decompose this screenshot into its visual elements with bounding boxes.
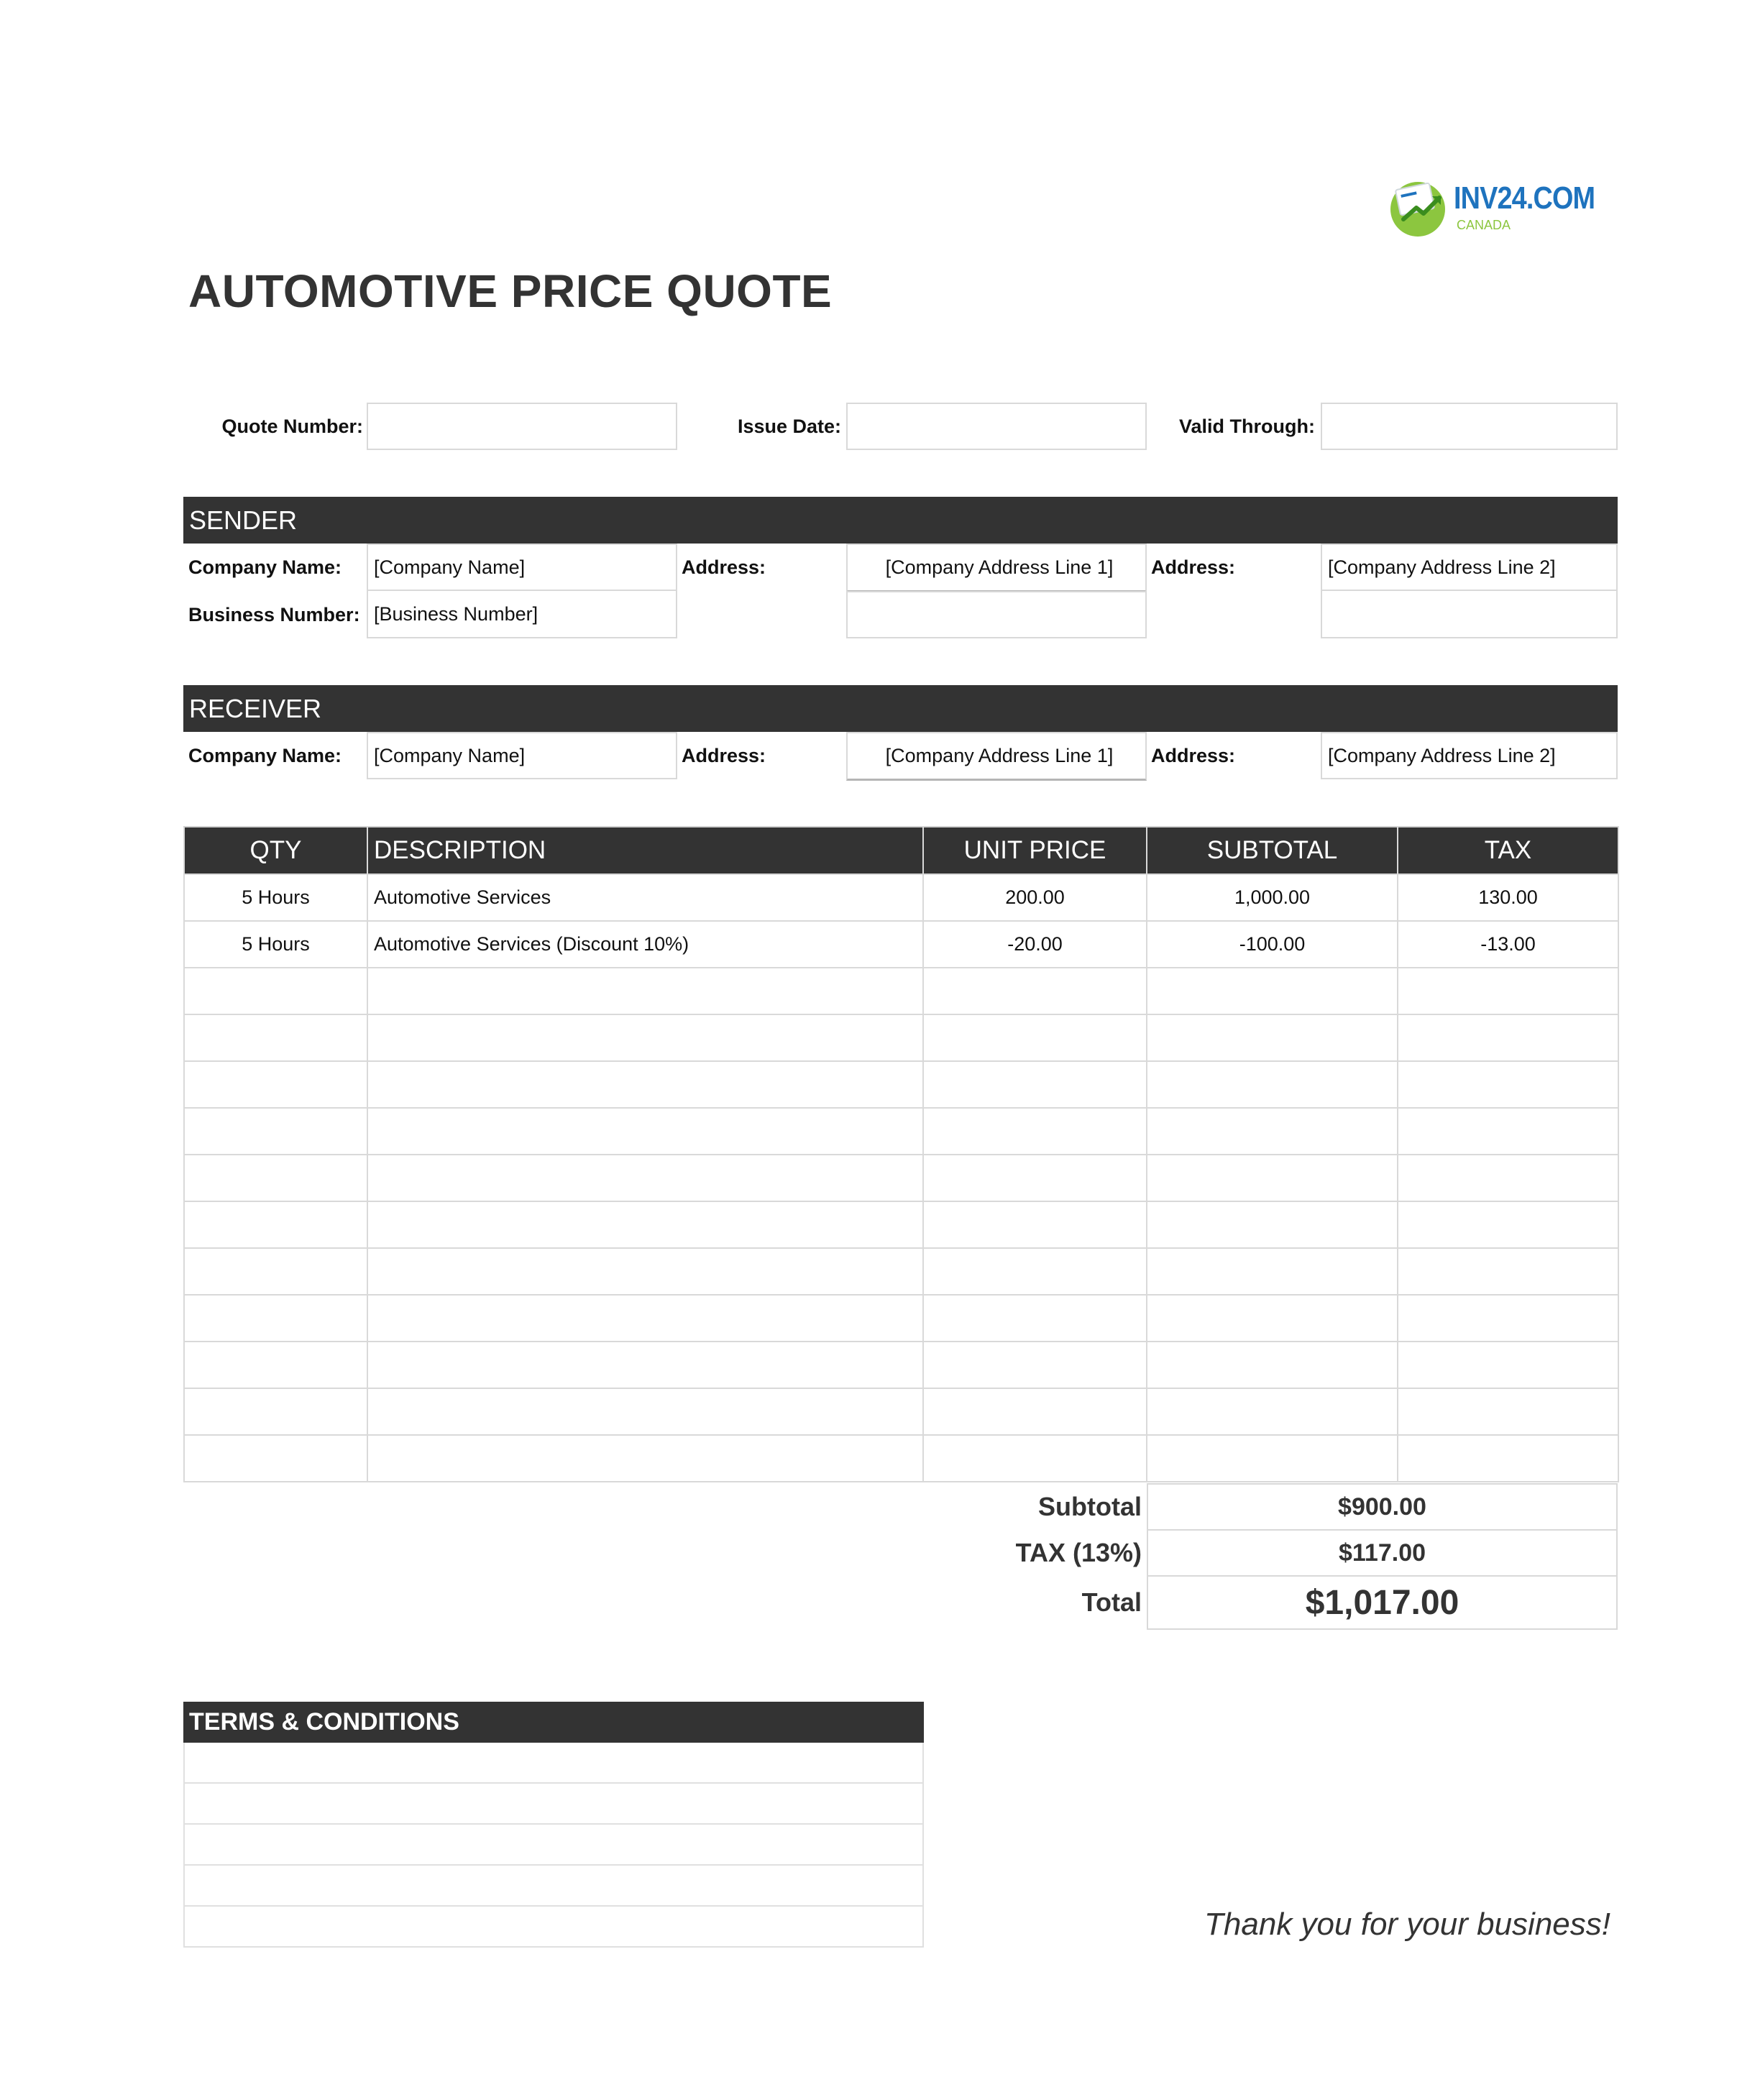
sender-address1-label: Address:: [682, 556, 766, 578]
page-title: AUTOMOTIVE PRICE QUOTE: [188, 265, 833, 317]
unit-price-cell[interactable]: [923, 1108, 1147, 1155]
receiver-address2-field[interactable]: [Company Address Line 2]: [1321, 732, 1618, 779]
description-cell[interactable]: [367, 1435, 923, 1482]
description-cell[interactable]: [367, 1388, 923, 1435]
tax-cell[interactable]: 130.00: [1398, 874, 1618, 921]
receiver-company-label: Company Name:: [188, 744, 342, 766]
subtotal-cell[interactable]: [1147, 1295, 1398, 1342]
logo-brand: INV24.COM: [1454, 180, 1595, 216]
qty-header: QTY: [184, 827, 367, 874]
description-cell[interactable]: [367, 1014, 923, 1061]
quote-number-label: Quote Number:: [221, 415, 363, 437]
total-label: Total: [1081, 1587, 1142, 1617]
description-cell[interactable]: [367, 1155, 923, 1201]
table-row: [184, 968, 1618, 1014]
description-cell[interactable]: [367, 1248, 923, 1295]
qty-cell[interactable]: [184, 1014, 367, 1061]
qty-cell[interactable]: [184, 1155, 367, 1201]
qty-cell[interactable]: [184, 1342, 367, 1388]
tax-cell[interactable]: [1398, 1201, 1618, 1248]
quote-number-field[interactable]: [367, 403, 677, 450]
issue-date-label: Issue Date:: [737, 415, 841, 437]
unit-price-cell[interactable]: [923, 1201, 1147, 1248]
description-header: DESCRIPTION: [367, 827, 923, 874]
subtotal-cell[interactable]: [1147, 1248, 1398, 1295]
subtotal-cell[interactable]: [1147, 1061, 1398, 1108]
unit-price-cell[interactable]: [923, 968, 1147, 1014]
receiver-address2-label: Address:: [1151, 744, 1236, 766]
tax-label: TAX (13%): [1015, 1538, 1142, 1567]
subtotal-cell[interactable]: [1147, 1108, 1398, 1155]
unit-price-cell[interactable]: [923, 1014, 1147, 1061]
qty-cell[interactable]: 5 Hours: [184, 874, 367, 921]
sender-company-field[interactable]: [Company Name]: [367, 544, 677, 591]
unit-price-header: UNIT PRICE: [923, 827, 1147, 874]
terms-line[interactable]: [183, 1784, 924, 1825]
subtotal-cell[interactable]: [1147, 1201, 1398, 1248]
unit-price-cell[interactable]: [923, 1248, 1147, 1295]
sender-address2-field[interactable]: [Company Address Line 2]: [1321, 544, 1618, 591]
table-row: [184, 1061, 1618, 1108]
table-row: [184, 1435, 1618, 1482]
table-row: [184, 874, 1618, 921]
items-table: [183, 826, 1619, 1482]
table-row: [184, 1388, 1618, 1435]
description-cell[interactable]: [367, 1201, 923, 1248]
valid-through-field[interactable]: [1321, 403, 1618, 450]
subtotal-cell[interactable]: [1147, 1014, 1398, 1061]
tax-cell[interactable]: [1398, 1435, 1618, 1482]
unit-price-cell[interactable]: 200.00: [923, 874, 1147, 921]
table-row: [184, 1201, 1618, 1248]
qty-cell[interactable]: [184, 1435, 367, 1482]
qty-cell[interactable]: [184, 1388, 367, 1435]
qty-cell[interactable]: [184, 1061, 367, 1108]
description-cell[interactable]: [367, 1108, 923, 1155]
subtotal-cell[interactable]: -100.00: [1147, 921, 1398, 968]
description-cell[interactable]: [367, 1342, 923, 1388]
unit-price-cell[interactable]: [923, 1342, 1147, 1388]
subtotal-label: Subtotal: [1038, 1492, 1142, 1521]
terms-heading: TERMS & CONDITIONS: [183, 1702, 924, 1743]
unit-price-cell[interactable]: [923, 1435, 1147, 1482]
sender-address2-label: Address:: [1151, 556, 1236, 578]
terms-line[interactable]: [183, 1825, 924, 1866]
subtotal-cell[interactable]: [1147, 1342, 1398, 1388]
table-row: [184, 1295, 1618, 1342]
sender-business-field[interactable]: [Business Number]: [367, 590, 677, 638]
sender-company-label: Company Name:: [188, 556, 342, 578]
sender-address1-field[interactable]: [Company Address Line 1]: [846, 544, 1147, 592]
tax-cell[interactable]: [1398, 1061, 1618, 1108]
receiver-address1-field[interactable]: [Company Address Line 1]: [846, 732, 1147, 781]
thank-you-note: Thank you for your business!: [1204, 1907, 1610, 1942]
description-cell[interactable]: [367, 1061, 923, 1108]
receiver-address1-label: Address:: [682, 744, 766, 766]
tax-cell[interactable]: [1398, 1342, 1618, 1388]
qty-cell[interactable]: [184, 1201, 367, 1248]
tax-cell[interactable]: [1398, 1295, 1618, 1342]
tax-cell[interactable]: [1398, 1014, 1618, 1061]
description-cell[interactable]: [367, 1295, 923, 1342]
tax-cell[interactable]: -13.00: [1398, 921, 1618, 968]
tax-cell[interactable]: [1398, 1155, 1618, 1201]
tax-cell[interactable]: [1398, 968, 1618, 1014]
qty-cell[interactable]: [184, 1248, 367, 1295]
unit-price-cell[interactable]: [923, 1061, 1147, 1108]
subtotal-header: SUBTOTAL: [1147, 827, 1398, 874]
sender-address1-extra-field[interactable]: [846, 591, 1147, 638]
tax-header: TAX: [1398, 827, 1618, 874]
tax-cell[interactable]: [1398, 1388, 1618, 1435]
table-row: [184, 1155, 1618, 1201]
company-logo: [1388, 176, 1595, 238]
qty-cell[interactable]: [184, 1108, 367, 1155]
unit-price-cell[interactable]: -20.00: [923, 921, 1147, 968]
items-header-row: [184, 827, 1618, 874]
subtotal-cell[interactable]: [1147, 968, 1398, 1014]
table-row: [184, 1248, 1618, 1295]
qty-cell[interactable]: [184, 968, 367, 1014]
sender-heading: SENDER: [183, 497, 1618, 544]
issue-date-field[interactable]: [846, 403, 1147, 450]
subtotal-cell[interactable]: [1147, 1155, 1398, 1201]
total-value: $1,017.00: [1147, 1575, 1618, 1630]
unit-price-cell[interactable]: [923, 1155, 1147, 1201]
terms-line[interactable]: [183, 1743, 924, 1784]
logo-sub: CANADA: [1457, 218, 1511, 232]
tax-cell[interactable]: [1398, 1248, 1618, 1295]
terms-line[interactable]: [183, 1866, 924, 1907]
qty-cell[interactable]: [184, 1295, 367, 1342]
table-row: [184, 1108, 1618, 1155]
description-cell[interactable]: Automotive Services: [367, 874, 923, 921]
tax-cell[interactable]: [1398, 1108, 1618, 1155]
subtotal-cell[interactable]: [1147, 1388, 1398, 1435]
qty-cell[interactable]: 5 Hours: [184, 921, 367, 968]
logo-icon: [1388, 176, 1451, 238]
table-row: [184, 921, 1618, 968]
table-row: [184, 1014, 1618, 1061]
subtotal-value: $900.00: [1147, 1483, 1618, 1531]
receiver-company-field[interactable]: [Company Name]: [367, 732, 677, 779]
tax-value: $117.00: [1147, 1529, 1618, 1577]
table-row: [184, 1342, 1618, 1388]
valid-through-label: Valid Through:: [1179, 415, 1315, 437]
sender-address2-extra-field[interactable]: [1321, 590, 1618, 638]
subtotal-cell[interactable]: [1147, 1435, 1398, 1482]
unit-price-cell[interactable]: [923, 1295, 1147, 1342]
subtotal-cell[interactable]: 1,000.00: [1147, 874, 1398, 921]
terms-line[interactable]: [183, 1907, 924, 1948]
unit-price-cell[interactable]: [923, 1388, 1147, 1435]
sender-business-label: Business Number:: [188, 603, 360, 625]
description-cell[interactable]: [367, 968, 923, 1014]
description-cell[interactable]: Automotive Services (Discount 10%): [367, 921, 923, 968]
receiver-heading: RECEIVER: [183, 685, 1618, 732]
